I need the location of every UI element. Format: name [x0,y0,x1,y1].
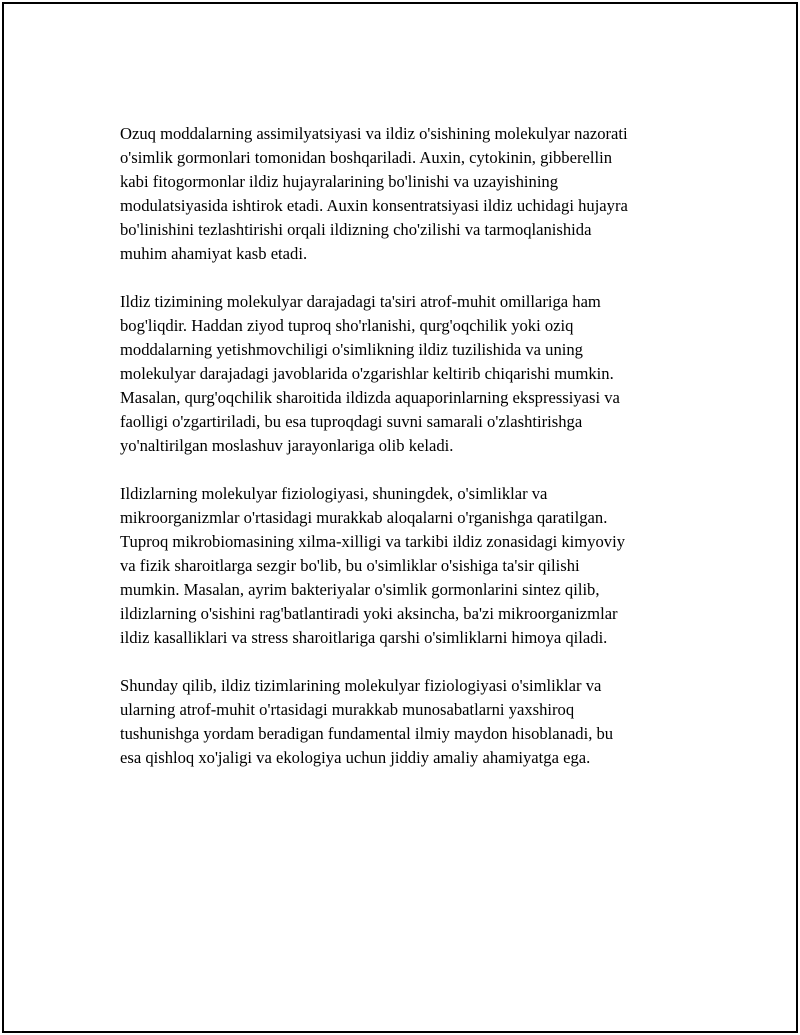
text-line: Masalan, qurg'oqchilik sharoitida ildizda aquaporinlarning ekspressiyasi va [120,388,620,407]
text-line: ildiz kasalliklari va stress sharoitlariga qarshi o'simliklarni himoya qiladi. [120,628,608,647]
text-line: yo'naltirilgan moslashuv jarayonlariga olib keladi. [120,436,454,455]
page-frame [2,2,798,1033]
text-line: bo'linishini tezlashtirishi orqali ildizning cho'zilishi va tarmoqlanishida [120,220,592,239]
text-line: Ildizlarning molekulyar fiziologiyasi, shuningdek, o'simliklar va [120,484,548,503]
text-line: esa qishloq xo'jaligi va ekologiya uchun jiddiy amaliy ahamiyatga ega. [120,748,591,767]
text-line: ularning atrof-muhit o'rtasidagi murakkab munosabatlarni yaxshiroq [120,700,575,719]
document-body [120,122,700,794]
paragraph-1 [120,122,700,266]
paragraph-2 [120,290,700,458]
text-line: mumkin. Masalan, ayrim bakteriyalar o'simlik gormonlarini sintez qilib, [120,580,600,599]
text-line: modulatsiyasida ishtirok etadi. Auxin konsentratsiyasi ildiz uchidagi hujayra [120,196,628,215]
text-line: bog'liqdir. Haddan ziyod tuproq sho'rlanishi, qurg'oqchilik yoki oziq [120,316,574,335]
text-line: muhim ahamiyat kasb etadi. [120,244,308,263]
text-line: Ildiz tizimining molekulyar darajadagi ta'siri atrof-muhit omillariga ham [120,292,601,311]
text-line: va fizik sharoitlarga sezgir bo'lib, bu o'simliklar o'sishiga ta'sir qilishi [120,556,580,575]
text-line: mikroorganizmlar o'rtasidagi murakkab aloqalarni o'rganishga qaratilgan. [120,508,608,527]
text-line: moddalarning yetishmovchiligi o'simlikning ildiz tuzilishida va uning [120,340,583,359]
text-line: faolligi o'zgartiriladi, bu esa tuproqdagi suvni samarali o'zlashtirishga [120,412,583,431]
text-line: ildizlarning o'sishini rag'batlantiradi yoki aksincha, ba'zi mikroorganizmlar [120,604,618,623]
text-line: tushunishga yordam beradigan fundamental ilmiy maydon hisoblanadi, bu [120,724,614,743]
paragraph-3 [120,482,700,650]
text-line: Tuproq mikrobiomasining xilma-xilligi va tarkibi ildiz zonasidagi kimyoviy [120,532,625,551]
text-line: o'simlik gormonlari tomonidan boshqariladi. Auxin, cytokinin, gibberellin [120,148,612,167]
paragraph-4 [120,674,700,770]
text-line: molekulyar darajadagi javoblarida o'zgarishlar keltirib chiqarishi mumkin. [120,364,614,383]
text-line: Shunday qilib, ildiz tizimlarining molekulyar fiziologiyasi o'simliklar va [120,676,602,695]
text-line: Ozuq moddalarning assimilyatsiyasi va ildiz o'sishining molekulyar nazorati [120,124,628,143]
text-line: kabi fitogormonlar ildiz hujayralarining bo'linishi va uzayishining [120,172,559,191]
